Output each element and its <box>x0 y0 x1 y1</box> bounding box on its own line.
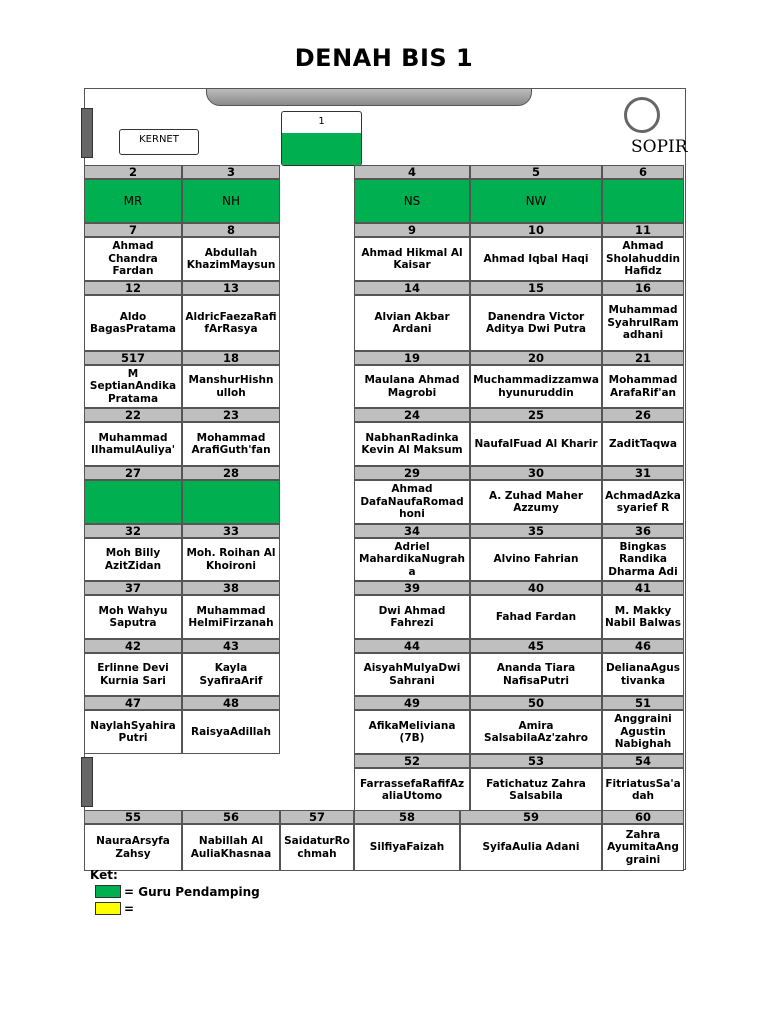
seat-name: Mohammad ArafaRif'an <box>602 365 684 408</box>
seat-number: 23 <box>182 408 280 422</box>
seat-name: Muhammad SyahrulRamadhani <box>602 295 684 351</box>
page-title: DENAH BIS 1 <box>294 44 474 72</box>
back-seat-number: 56 <box>182 810 280 824</box>
seat-name: AldricFaezaRafifArRasya <box>182 295 280 351</box>
seat-number: 38 <box>182 581 280 595</box>
seat-name: Abdullah KhazimMaysun <box>182 237 280 281</box>
seat-name: Ahmad Chandra Fardan <box>84 237 182 281</box>
seat-name: Ahmad Hikmal Al Kaisar <box>354 237 470 281</box>
seat-name: RaisyaAdillah <box>182 710 280 754</box>
seat-number: 31 <box>602 466 684 480</box>
back-seat-number: 57 <box>280 810 354 824</box>
seat-name: M. Makky Nabil Balwas <box>602 595 684 639</box>
seat-number: 34 <box>354 524 470 538</box>
front-door <box>81 108 93 158</box>
seat-number: 8 <box>182 223 280 237</box>
seat-number: 47 <box>84 696 182 710</box>
seat-number: 27 <box>84 466 182 480</box>
seat-name: Moh Billy AzitZidan <box>84 538 182 581</box>
seat-name: MR <box>84 179 182 223</box>
seat-number: 9 <box>354 223 470 237</box>
legend-title: Ket: <box>90 868 118 882</box>
seat-name: M SeptianAndika Pratama <box>84 365 182 408</box>
seat-name: FitriatusSa'adah <box>602 768 684 812</box>
seat-number: 54 <box>602 754 684 768</box>
seat-number: 37 <box>84 581 182 595</box>
seat-number: 40 <box>470 581 602 595</box>
seat-name: Alvino Fahrian <box>470 538 602 581</box>
back-seat-name: Nabillah Al AuliaKhasnaa <box>182 824 280 871</box>
legend-yellow-swatch <box>95 902 121 915</box>
seat-name: Adriel MahardikaNugraha <box>354 538 470 581</box>
seat-name: Muhammad HelmiFirzanah <box>182 595 280 639</box>
seat-name: Mohammad ArafiGuth'fan <box>182 422 280 466</box>
seat-name: Moh Wahyu Saputra <box>84 595 182 639</box>
seat-number: 35 <box>470 524 602 538</box>
seat-number: 2 <box>84 165 182 179</box>
seat-number: 41 <box>602 581 684 595</box>
seat-number: 19 <box>354 351 470 365</box>
legend-green-label: = Guru Pendamping <box>124 885 260 899</box>
back-seat-name: SilfiyaFaizah <box>354 824 460 871</box>
legend-green-swatch <box>95 885 121 898</box>
driver-label: SOPIR <box>631 137 688 157</box>
seat-name: Moh. Roihan Al Khoironi <box>182 538 280 581</box>
seat-name: Muchammadizzamwahyunuruddin <box>470 365 602 408</box>
seat-name: A. Zuhad Maher Azzumy <box>470 480 602 524</box>
seat-name: Kayla SyafiraArif <box>182 653 280 696</box>
seat-number: 30 <box>470 466 602 480</box>
back-seat-name: Zahra AyumitaAnggraini <box>602 824 684 871</box>
back-seat-number: 59 <box>460 810 602 824</box>
seat-name: AisyahMulyaDwi Sahrani <box>354 653 470 696</box>
seat-name: NH <box>182 179 280 223</box>
seat-number: 14 <box>354 281 470 295</box>
seat-number: 45 <box>470 639 602 653</box>
seat-number: 6 <box>602 165 684 179</box>
seat-number: 4 <box>354 165 470 179</box>
seat-number: 16 <box>602 281 684 295</box>
seat-number: 42 <box>84 639 182 653</box>
seat-number: 517 <box>84 351 182 365</box>
front-seat-1 <box>281 111 362 166</box>
seat-number: 52 <box>354 754 470 768</box>
seat-name: Erlinne Devi Kurnia Sari <box>84 653 182 696</box>
seat-name: Amira SalsabilaAz'zahro <box>470 710 602 754</box>
seat-name: AfikaMeliviana (7B) <box>354 710 470 754</box>
seat-number: 15 <box>470 281 602 295</box>
seat-name: Anggraini Agustin Nabighah <box>602 710 684 754</box>
back-seat-number: 55 <box>84 810 182 824</box>
seat-number: 25 <box>470 408 602 422</box>
legend-yellow-label: = <box>124 902 135 916</box>
seat-number: 11 <box>602 223 684 237</box>
windshield <box>206 88 532 106</box>
seat-number: 51 <box>602 696 684 710</box>
seat-name: ManshurHishnulloh <box>182 365 280 408</box>
seat-name: Muhammad IlhamulAuliya' <box>84 422 182 466</box>
back-seat-name: SyifaAulia Adani <box>460 824 602 871</box>
back-seat-name: SaidaturRochmah <box>280 824 354 871</box>
seat-number: 24 <box>354 408 470 422</box>
seat-name: NabhanRadinka Kevin Al Maksum <box>354 422 470 466</box>
seat-name: FarrassefaRafifAzaliaUtomo <box>354 768 470 812</box>
seat-name: Dwi Ahmad Fahrezi <box>354 595 470 639</box>
seat-number: 48 <box>182 696 280 710</box>
seat-number: 20 <box>470 351 602 365</box>
seat-name: Ahmad SholahuddinHafidz <box>602 237 684 281</box>
seat-name: NaylahSyahira Putri <box>84 710 182 754</box>
back-seat-number: 60 <box>602 810 684 824</box>
seat-name: Ananda Tiara NafisaPutri <box>470 653 602 696</box>
seat-number: 33 <box>182 524 280 538</box>
seat-name: Bingkas Randika Dharma Adi <box>602 538 684 581</box>
seat-name: Ahmad Iqbal Haqi <box>470 237 602 281</box>
seat-name: NS <box>354 179 470 223</box>
seat-number: 3 <box>182 165 280 179</box>
seat-number: 50 <box>470 696 602 710</box>
seat-number: 18 <box>182 351 280 365</box>
conductor-seat: KERNET <box>119 129 199 155</box>
seat-name <box>84 480 182 524</box>
back-seat-number: 58 <box>354 810 460 824</box>
seat-number: 32 <box>84 524 182 538</box>
seat-name: AchmadAzkasyarief R <box>602 480 684 524</box>
seat-name: Fatichatuz Zahra Salsabila <box>470 768 602 812</box>
seat-name: Ahmad DafaNaufaRomadhoni <box>354 480 470 524</box>
seat-number: 12 <box>84 281 182 295</box>
seat-name <box>182 480 280 524</box>
seat-number: 26 <box>602 408 684 422</box>
seat-number: 28 <box>182 466 280 480</box>
seat-name <box>602 179 684 223</box>
seat-name: DelianaAgustivanka <box>602 653 684 696</box>
seat-number: 13 <box>182 281 280 295</box>
steering-wheel-icon <box>624 97 660 133</box>
rear-door <box>81 757 93 807</box>
seat-name: Aldo BagasPratama <box>84 295 182 351</box>
seat-name: NW <box>470 179 602 223</box>
seat-number: 5 <box>470 165 602 179</box>
seat-name: Fahad Fardan <box>470 595 602 639</box>
seat-number: 46 <box>602 639 684 653</box>
seat-number: 10 <box>470 223 602 237</box>
front-seat-highlight <box>282 133 361 165</box>
seat-number: 43 <box>182 639 280 653</box>
seat-number: 36 <box>602 524 684 538</box>
seat-name: Danendra Victor Aditya Dwi Putra <box>470 295 602 351</box>
seat-name: Alvian Akbar Ardani <box>354 295 470 351</box>
front-seat-number: 1 <box>318 116 325 127</box>
seat-name: NaufalFuad Al Kharir <box>470 422 602 466</box>
seat-number: 39 <box>354 581 470 595</box>
seat-number: 44 <box>354 639 470 653</box>
seat-number: 49 <box>354 696 470 710</box>
seat-number: 22 <box>84 408 182 422</box>
seat-number: 53 <box>470 754 602 768</box>
seat-number: 21 <box>602 351 684 365</box>
seat-number: 29 <box>354 466 470 480</box>
back-seat-name: NauraArsyfa Zahsy <box>84 824 182 871</box>
seat-number: 7 <box>84 223 182 237</box>
seat-name: ZaditTaqwa <box>602 422 684 466</box>
seat-name: Maulana Ahmad Magrobi <box>354 365 470 408</box>
